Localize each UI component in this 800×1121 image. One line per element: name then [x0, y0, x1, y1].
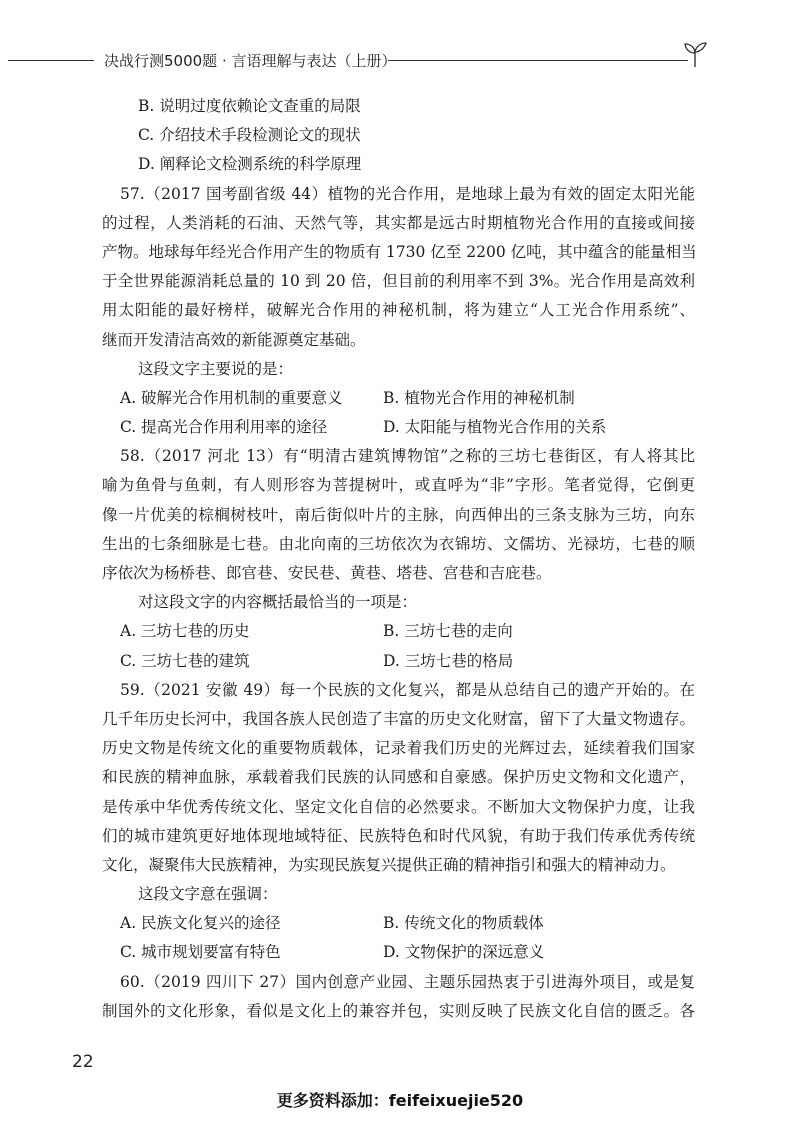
option-c: C. 介绍技术手段检测论文的现状	[138, 126, 361, 145]
q57-options-row-1	[102, 384, 695, 413]
option-c: C. 三坊七巷的建筑	[120, 651, 250, 670]
option-d: D. 阐释论文检测系统的科学原理	[138, 155, 362, 174]
q59-options-row-2	[102, 938, 695, 967]
option-d: D. 三坊七巷的格局	[383, 651, 514, 670]
page-number: 22	[72, 1052, 94, 1072]
q57-line-1: 57.（2017 国考副省级 44）植物的光合作用，是地球上最为有效的固定太阳光能	[120, 184, 695, 203]
q59-prompt: 这段文字意在强调：	[138, 885, 278, 904]
q58-line-5: 序依次为杨桥巷、郎官巷、安民巷、黄巷、塔巷、宫巷和吉庇巷。	[102, 564, 552, 582]
q58-options-row-2	[102, 647, 695, 676]
option-d: D. 太阳能与植物光合作用的关系	[383, 418, 607, 437]
option-c: C. 提高光合作用利用率的途径	[120, 418, 328, 437]
header-rule-left	[8, 60, 94, 61]
q57-line-4: 于全世界能源消耗总量的 10 到 20 倍，但目前的利用率不到 3%。光合作用是高效利	[102, 272, 695, 291]
option-b: B. 植物光合作用的神秘机制	[383, 388, 575, 407]
q57-prompt: 这段文字主要说的是：	[138, 359, 294, 378]
question-57	[102, 180, 695, 443]
option-a: A. 民族文化复兴的途径	[120, 914, 281, 933]
q58-line-2: 喻为鱼骨与鱼刺，有人则形容为菩提树叶，或直呼为“非”字形。笔者觉得，它倒更	[102, 476, 695, 495]
q58-line-4: 生出的七条细脉是七巷。由北向南的三坊依次为衣锦坊、文儒坊、光禄坊，七巷的顺	[102, 534, 695, 553]
q58-line-1: 58.（2017 河北 13）有“明清古建筑博物馆”之称的三坊七巷街区，有人将其比	[120, 447, 695, 466]
q59-line-7: 文化，凝聚伟大民族精神，为实现民族复兴提供正确的精神指引和强大的精神动力。	[102, 855, 676, 874]
option-b: B. 说明过度依赖论文查重的局限	[138, 97, 361, 115]
q60-line-2: 制国外的文化形象，看似是文化上的兼容并包，实则反映了民族文化自信的匮乏。各	[102, 1001, 695, 1020]
q59-line-5: 是传承中华优秀传统文化、坚定文化自信的必然要求。不断加大文物保护力度，让我	[102, 797, 695, 816]
option-b: B. 三坊七巷的走向	[383, 622, 513, 641]
question-59	[102, 676, 695, 968]
footer-promo-text: 更多资料添加：feifeixuejie520	[276, 1091, 524, 1110]
header-rule-right	[388, 60, 688, 61]
option-d: D. 文物保护的深远意义	[383, 943, 545, 962]
q57-options-row-2	[102, 413, 695, 442]
question-60	[102, 968, 695, 1026]
sprout-icon	[680, 40, 710, 68]
q57-line-2: 的过程，人类消耗的石油、天然气等，其实都是远古时期植物光合作用的直接或间接	[102, 213, 695, 232]
q59-line-3: 历史文物是传统文化的重要物质载体，记录着我们历史的光辉过去，延续着我们国家	[102, 739, 695, 758]
question-56-options	[120, 92, 695, 180]
option-a: A. 破解光合作用机制的重要意义	[120, 388, 343, 407]
q59-options-row-1	[102, 909, 695, 938]
question-58	[102, 442, 695, 676]
q59-line-2: 几千年历史长河中，我国各族人民创造了丰富的历史文化财富，留下了大量文物遗存。	[102, 709, 695, 728]
q60-line-1: 60.（2019 四川下 27）国内创意产业园、主题乐园热衷于引进海外项目，或是复	[120, 972, 695, 991]
q57-line-3: 产物。地球每年经光合作用产生的物质有 1730 亿至 2200 亿吨，其中蕴含的能量相当	[102, 242, 697, 261]
q59-line-1: 59.（2021 安徽 49）每一个民族的文化复兴，都是从总结自己的遗产开始的。在	[120, 680, 695, 699]
q58-line-3: 像一片优美的棕榈树枝叶，南后街似叶片的主脉，向西伸出的三条支脉为三坊，向东	[102, 505, 695, 524]
q57-line-6: 继而开发清洁高效的新能源奠定基础。	[102, 330, 366, 349]
option-b: B. 传统文化的物质载体	[383, 914, 544, 933]
running-header	[0, 48, 800, 74]
q58-options-row-1	[102, 617, 695, 646]
option-a: A. 三坊七巷的历史	[120, 622, 250, 641]
q58-prompt: 对这段文字的内容概括最恰当的一项是：	[138, 593, 418, 612]
option-c: C. 城市规划要富有特色	[120, 943, 281, 962]
q57-line-5: 用太阳能的最好榜样，破解光合作用的神秘机制，将为建立“人工光合作用系统”、	[102, 301, 695, 320]
q59-line-4: 和民族的精神血脉，承载着我们民族的认同感和自豪感。保护历史文物和文化遗产，	[102, 768, 695, 787]
q59-line-6: 们的城市建筑更好地体现地域特征、民族特色和时代风貌，有助于我们传承优秀传统	[102, 826, 695, 845]
book-title: 决战行测5000题 · 言语理解与表达（上册）	[104, 52, 397, 70]
page-body	[102, 92, 697, 1026]
